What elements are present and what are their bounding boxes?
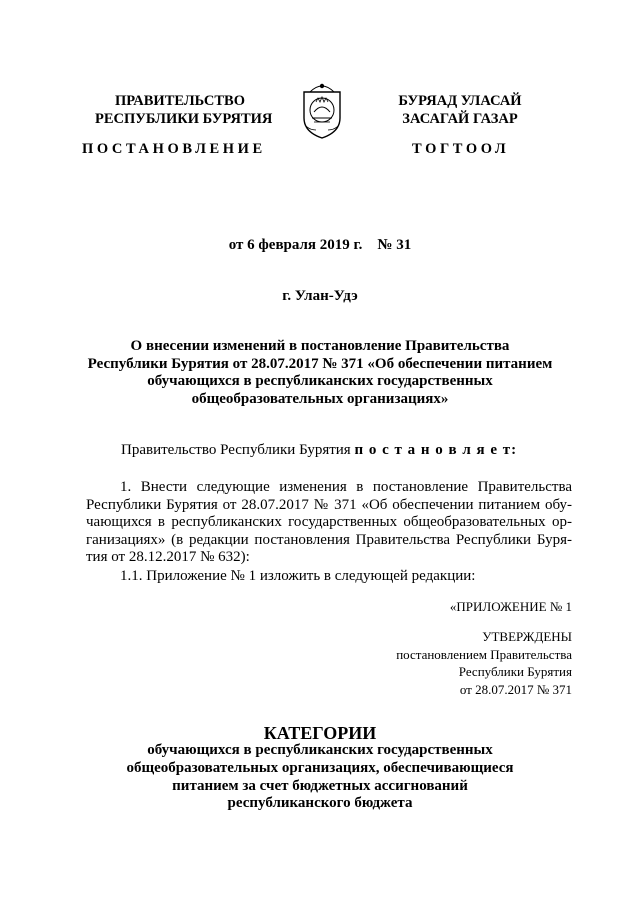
- city: г. Улан-Удэ: [282, 288, 358, 304]
- categories-line4: республиканского бюджета: [227, 795, 413, 812]
- categories-line1: обучающихся в республиканских государственных: [147, 742, 493, 758]
- categories-subtitle: [60, 742, 580, 813]
- title-line3: обучающихся в республиканских государственных: [147, 373, 493, 390]
- categories-line2: общеобразовательных организациях, обеспечивающиеся: [126, 759, 514, 776]
- decree-intro: [121, 442, 517, 459]
- approved-heading: УТВЕРЖДЕНЫ: [482, 629, 572, 644]
- decree-title: [60, 338, 580, 408]
- title-line1: О внесении изменений в постановление Правительства: [130, 338, 510, 354]
- approved-by-line2: Республики Бурятия: [458, 664, 572, 679]
- date-number: от 6 февраля 2019 г. № 31: [228, 237, 412, 253]
- paragraph-1-1: 1.1. Приложение № 1 изложить в следующей редакции:: [120, 568, 476, 584]
- decree-verb: п о с т а н о в л я е т:: [354, 442, 518, 458]
- header-right: [375, 92, 545, 128]
- categories-heading: КАТЕГОРИИ: [263, 723, 377, 743]
- approved-by-line1: постановлением Правительства: [396, 646, 572, 662]
- title-line4: общеобразовательных организациях»: [191, 390, 449, 407]
- coat-of-arms-icon: [300, 80, 344, 140]
- title-line2: Республики Бурятия от 28.07.2017 № 371 «Об обеспечении питанием: [87, 355, 553, 372]
- doc-type-bur: ТОГТООЛ: [412, 141, 510, 157]
- doc-type-ru: ПОСТАНОВЛЕНИЕ: [82, 141, 266, 157]
- paragraph-1: 1. Внести следующие изменения в постановление Правительства Республики Бурятия от 28.07.2017 № 371 «Об обеспечении питанием обучающихся в республиканских государственных общеобразовательных организациях» (в редакции постановления Правительства Республики Бурятия от 28.12.2017 № 632):: [86, 479, 572, 566]
- categories-line3: питанием за счет бюджетных ассигнований: [172, 777, 468, 794]
- approved-by-line3: от 28.07.2017 № 371: [459, 681, 572, 697]
- header-left: [95, 92, 273, 128]
- appendix-approval: [300, 628, 572, 698]
- decree-intro-text: Правительство Республики Бурятия: [121, 442, 351, 458]
- gov-name-line2: РЕСПУБЛИКИ БУРЯТИЯ: [95, 111, 273, 127]
- gov-name-line1: ПРАВИТЕЛЬСТВО: [115, 93, 245, 109]
- appendix-label: «ПРИЛОЖЕНИЕ № 1: [449, 599, 572, 614]
- gov-name-bur-line1: БУРЯАД УЛАСАЙ: [398, 93, 522, 109]
- gov-name-bur-line2: ЗАСАГАЙ ГАЗАР: [402, 111, 518, 127]
